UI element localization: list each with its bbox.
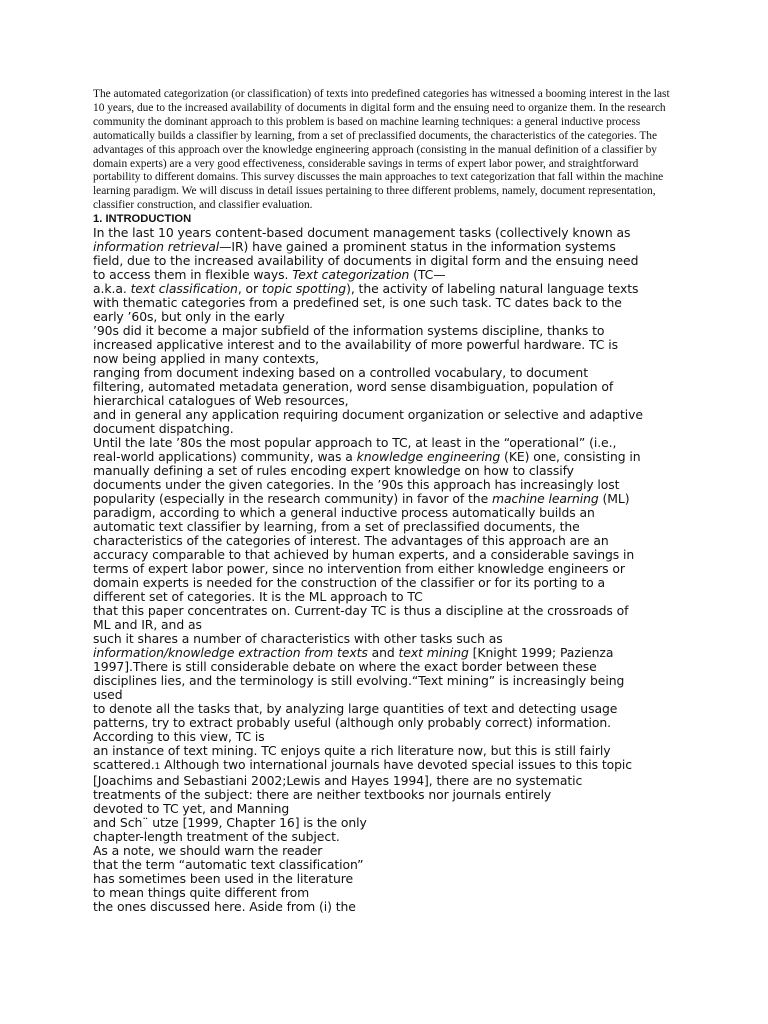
body-text-segment: characteristics of the categories of interest. The advantages of this approach are an	[93, 533, 609, 549]
body-text-segment: hierarchical catalogues of Web resources,	[93, 393, 349, 409]
body-text-segment: and	[367, 645, 399, 661]
body-line	[93, 436, 683, 450]
body-line	[93, 744, 683, 758]
body-line	[93, 254, 683, 268]
document-page	[93, 88, 683, 914]
abstract-paragraph: The automated categorization (or classification) of texts into predefined categories has witnessed a booming interest in the last 10 years, due to the increased availability of documents in digital form and the ensuing need to organize them. In the research community the dominant approach to this problem is based on machine learning techniques: a general inductive process automatically builds a classifier by learning, from a set of preclassified documents, the characteristics of the categories. The advantages of this approach over the knowledge engineering approach (consisting in the manual definition of a classifier by domain experts) are a very good effectiveness, considerable savings in terms of expert labor power, and straightforward portability to different domains. This survey discusses the main approaches to text categorization that fall within the machine learning paradigm. We will discuss in detail issues pertaining to three different problems, namely, document representation, classifier construction, and classifier evaluation.	[93, 88, 670, 212]
body-line	[93, 576, 683, 590]
body-line	[93, 492, 683, 506]
body-line	[93, 858, 683, 872]
body-text-segment: terms of expert labor power, since no intervention from either knowledge engineers or	[93, 561, 625, 577]
body-line	[93, 394, 683, 408]
body-text-segment: early ’60s, but only in the early	[93, 309, 285, 325]
footnote-marker: 1	[154, 762, 161, 773]
body-line	[93, 226, 683, 240]
body-text-segment: that the term “automatic text classification”	[93, 857, 364, 873]
italic-term: information retrieval	[93, 239, 220, 255]
body-line	[93, 464, 683, 478]
body-text-segment: such it shares a number of characteristics with other tasks such as	[93, 631, 503, 647]
body-text-segment: patterns, try to extract probably useful (although only probably correct) information.	[93, 715, 612, 731]
body-text-segment: automatic text classifier by learning, from a set of preclassified documents, the	[93, 519, 580, 535]
body-text-segment: documents under the given categories. In the ’90s this approach has increasingly lost	[93, 477, 620, 493]
body-line	[93, 788, 683, 802]
body-text-segment: chapter-length treatment of the subject.	[93, 829, 340, 845]
body-line	[93, 422, 683, 436]
body-line	[93, 886, 683, 900]
body-text-segment: paradigm, according to which a general inductive process automatically builds an	[93, 505, 595, 521]
body-line	[93, 674, 683, 688]
body-text-segment: 1997].There is still considerable debate on where the exact border between these	[93, 659, 597, 675]
section-heading: 1. INTRODUCTION	[93, 213, 192, 226]
body-text-segment: Until the late ’80s the most popular approach to TC, at least in the “operational” (i.e.,	[93, 435, 617, 451]
body-line	[93, 688, 683, 702]
body-line	[93, 324, 683, 338]
body-line	[93, 478, 683, 492]
body-text-segment: used	[93, 687, 123, 703]
body-text-segment: different set of categories. It is the ML approach to TC	[93, 589, 423, 605]
body-line	[93, 660, 683, 674]
body-line	[93, 562, 683, 576]
body-line	[93, 450, 683, 464]
body-line	[93, 774, 683, 788]
body-line	[93, 534, 683, 548]
italic-term: text classification	[130, 281, 238, 297]
body-line	[93, 268, 683, 282]
body-text-segment: real-world applications) community, was a	[93, 449, 357, 465]
italic-term: text mining	[398, 645, 469, 661]
body-text-segment: (KE) one, consisting in	[500, 449, 641, 465]
body-text-segment: Although two international journals have devoted special issues to this topic	[160, 757, 632, 773]
body-line	[93, 872, 683, 886]
body-text-segment: (ML)	[598, 491, 630, 507]
body-text-segment: As a note, we should warn the reader	[93, 843, 323, 859]
body-text-segment: ranging from document indexing based on a controlled vocabulary, to document	[93, 365, 588, 381]
body-text-segment: and in general any application requiring document organization or selective and adaptive	[93, 407, 643, 423]
body-text-segment: to denote all the tasks that, by analyzing large quantities of text and detecting usage	[93, 701, 618, 717]
body-line	[93, 646, 683, 660]
body-text-segment: that this paper concentrates on. Current-day TC is thus a discipline at the crossroads of	[93, 603, 629, 619]
body-text-segment: to mean things quite different from	[93, 885, 310, 901]
body-line	[93, 352, 683, 366]
body-line	[93, 900, 683, 914]
body-line	[93, 632, 683, 646]
body-line	[93, 310, 683, 324]
body-line	[93, 408, 683, 422]
body-line	[93, 366, 683, 380]
body-text-segment: (TC—	[409, 267, 446, 283]
body-line	[93, 830, 683, 844]
body-text-segment: filtering, automated metadata generation, word sense disambiguation, population of	[93, 379, 614, 395]
body-line	[93, 702, 683, 716]
body-line	[93, 802, 683, 816]
body-line	[93, 296, 683, 310]
body-text-segment: —IR) have gained a prominent status in the information systems	[219, 239, 616, 255]
introduction-body	[93, 226, 683, 914]
body-text-segment: manually defining a set of rules encoding expert knowledge on how to classify	[93, 463, 574, 479]
body-text-segment: scattered.	[93, 757, 155, 773]
body-line	[93, 282, 683, 296]
body-text-segment: devoted to TC yet, and Manning	[93, 801, 290, 817]
body-text-segment: now being applied in many contexts,	[93, 351, 320, 367]
body-line	[93, 816, 683, 830]
italic-term: knowledge engineering	[356, 449, 501, 465]
body-text-segment: field, due to the increased availability of documents in digital form and the ensuing need	[93, 253, 639, 269]
body-text-segment: In the last 10 years content-based document management tasks (collectively known as	[93, 225, 631, 241]
italic-term: information/knowledge extraction from texts	[93, 645, 368, 661]
body-line	[93, 506, 683, 520]
body-text-segment: domain experts is needed for the construction of the classifier or for its porting to a	[93, 575, 605, 591]
body-text-segment: an instance of text mining. TC enjoys quite a rich literature now, but this is still fairly	[93, 743, 611, 759]
body-line	[93, 716, 683, 730]
body-text-segment: popularity (especially in the research community) in favor of the	[93, 491, 492, 507]
body-line	[93, 730, 683, 744]
body-line	[93, 758, 683, 774]
body-line	[93, 604, 683, 618]
body-text-segment: ML and IR, and as	[93, 617, 202, 633]
body-line	[93, 338, 683, 352]
body-line	[93, 618, 683, 632]
body-line	[93, 548, 683, 562]
body-text-segment: [Knight 1999; Pazienza	[468, 645, 614, 661]
body-text-segment: According to this view, TC is	[93, 729, 265, 745]
body-text-segment: [Joachims and Sebastiani 2002;Lewis and Hayes 1994], there are no systematic	[93, 773, 583, 789]
body-text-segment: ), the activity of labeling natural language texts	[346, 281, 639, 297]
body-line	[93, 380, 683, 394]
body-text-segment: treatments of the subject: there are neither textbooks nor journals entirely	[93, 787, 552, 803]
body-text-segment: and Sch¨ utze [1999, Chapter 16] is the only	[93, 815, 367, 831]
body-line	[93, 844, 683, 858]
body-text-segment: accuracy comparable to that achieved by human experts, and a considerable savings in	[93, 547, 635, 563]
body-text-segment: , or	[237, 281, 262, 297]
body-text-segment: has sometimes been used in the literature	[93, 871, 354, 887]
italic-term: machine learning	[491, 491, 599, 507]
body-text-segment: a.k.a.	[93, 281, 131, 297]
body-line	[93, 520, 683, 534]
body-line	[93, 590, 683, 604]
body-text-segment: document dispatching.	[93, 421, 234, 437]
body-text-segment: to access them in flexible ways.	[93, 267, 293, 283]
italic-term: Text categorization	[292, 267, 410, 283]
body-text-segment: disciplines lies, and the terminology is still evolving.“Text mining” is increasingly being	[93, 673, 625, 689]
body-line	[93, 240, 683, 254]
body-text-segment: ’90s did it become a major subfield of the information systems discipline, thanks to	[93, 323, 605, 339]
body-text-segment: the ones discussed here. Aside from (i) the	[93, 899, 356, 915]
body-text-segment: with thematic categories from a predefined set, is one such task. TC dates back to the	[93, 295, 622, 311]
italic-term: topic spotting	[261, 281, 347, 297]
body-text-segment: increased applicative interest and to the availability of more powerful hardware. TC is	[93, 337, 618, 353]
